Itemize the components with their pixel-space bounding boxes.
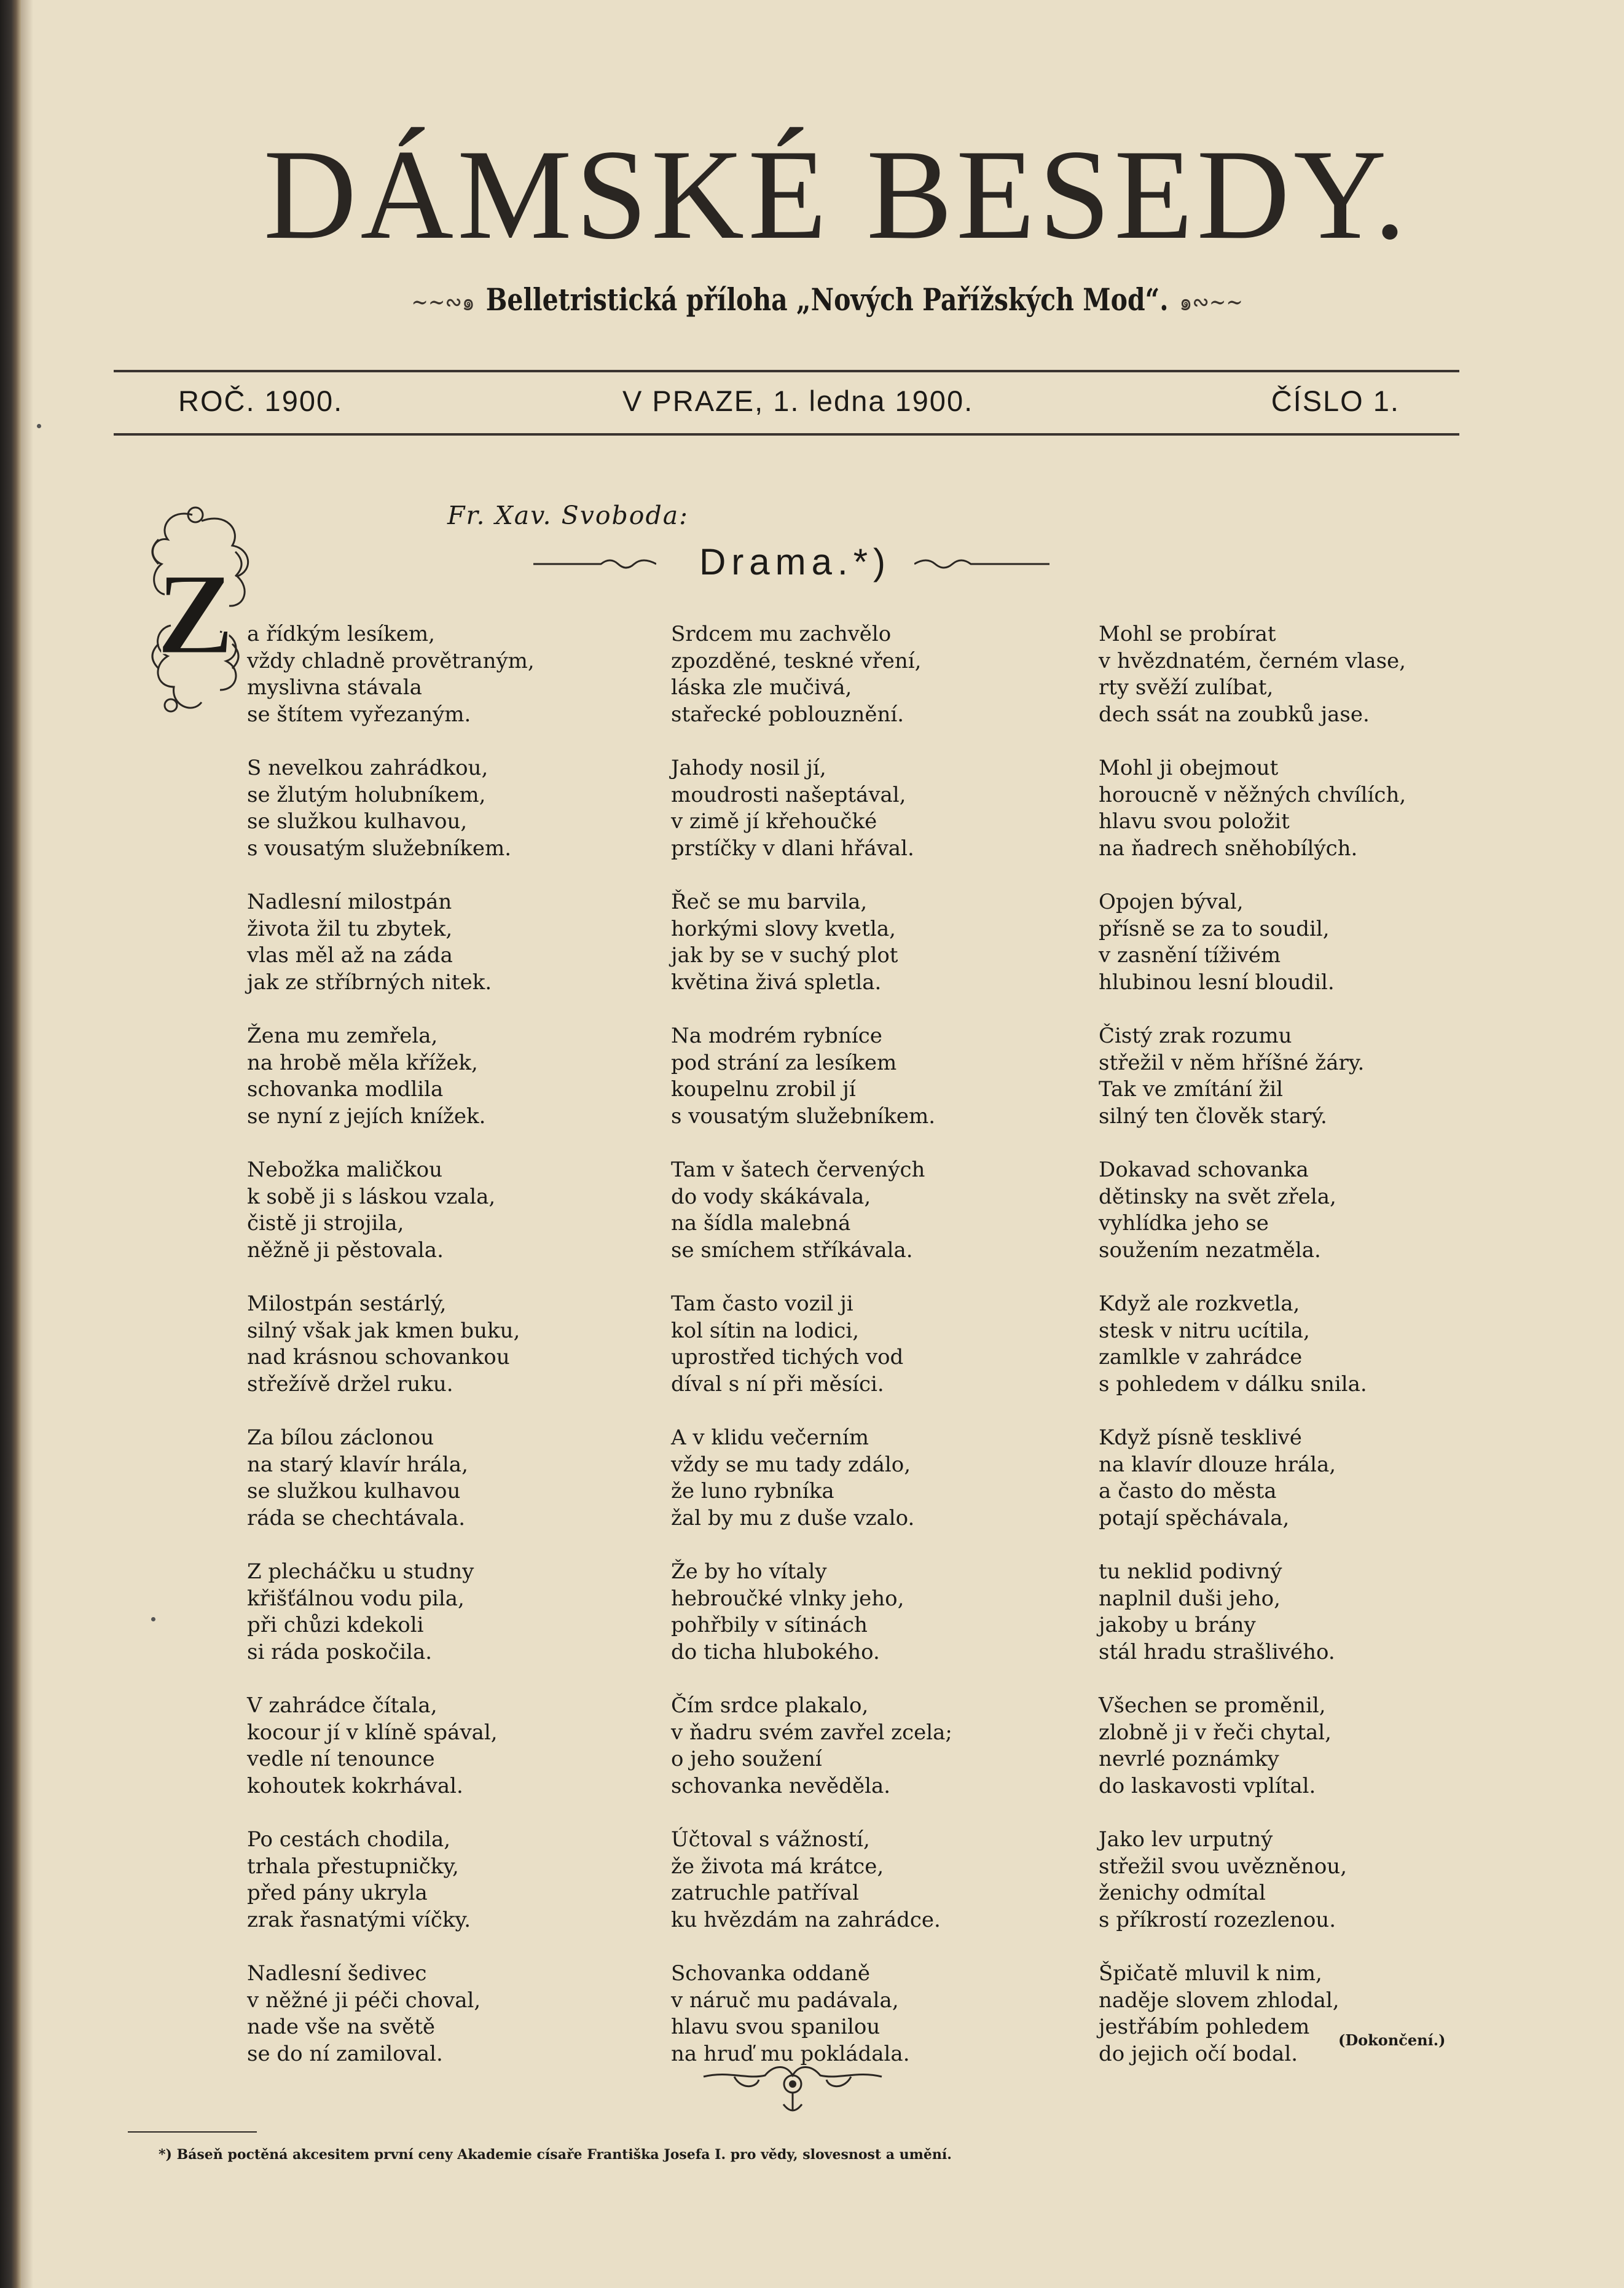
verse-line: hlavu svou spanilou <box>671 2015 881 2039</box>
stanza <box>247 889 535 996</box>
verse-line: křišťálnou vodu pila, <box>247 1586 465 1611</box>
verse-line: s příkrostí rozezlenou. <box>1099 1907 1336 1932</box>
verse-line: kocour jí v klíně spával, <box>247 1720 498 1745</box>
verse-line: moudrosti našeptával, <box>671 782 906 807</box>
verse-line: že života má krátce, <box>671 1854 884 1879</box>
verse-line: stesk v nitru ucítila, <box>1099 1318 1310 1343</box>
stanza <box>671 1559 952 1666</box>
stanza <box>247 1559 535 1666</box>
stanza <box>247 1693 535 1800</box>
verse-line: zpozděné, teskné vření, <box>671 648 922 673</box>
poem-column-3 <box>1099 621 1406 2094</box>
verse-line: před pány ukryla <box>247 1881 428 1905</box>
verse-line: jestřábím pohledem <box>1099 2015 1310 2039</box>
page-shadow <box>21 0 33 2288</box>
verse-line: stařecké poblouznění. <box>671 702 904 727</box>
poem-author: Fr. Xav. Svoboda: <box>447 501 689 530</box>
stanza <box>1099 1157 1406 1264</box>
verse-line: soužením nezatměla. <box>1099 1237 1321 1263</box>
verse-line: tu neklid podivný <box>1099 1559 1282 1584</box>
stanza <box>1099 1559 1406 1666</box>
ornamental-drop-cap <box>134 503 257 727</box>
stanza <box>1099 1827 1406 1933</box>
verse-line: si ráda poskočila. <box>247 1639 433 1664</box>
verse-line: zatruchle patříval <box>671 1881 859 1905</box>
verse-line: při chůzi kdekoli <box>247 1613 424 1637</box>
verse-line: horkými slovy kvetla, <box>671 916 896 941</box>
verse-line: a často do města <box>1099 1479 1277 1503</box>
stanza <box>247 1961 535 2067</box>
stanza <box>1099 755 1406 862</box>
verse-line: vedle ní tenounce <box>247 1747 435 1771</box>
verse-line: se smíchem stříkávala. <box>671 1237 913 1263</box>
verse-line: zrak řasnatými víčky. <box>247 1907 471 1932</box>
place-date: V PRAZE, 1. ledna 1900. <box>622 385 974 417</box>
stanza <box>1099 1023 1406 1130</box>
bottom-rule <box>114 433 1459 436</box>
stanza <box>671 1291 952 1398</box>
verse-line: se nyní z jejích knížek. <box>247 1103 486 1129</box>
verse-line: Žena mu zemřela, <box>247 1024 438 1048</box>
verse-line: střežil svou uvězněnou, <box>1099 1854 1347 1879</box>
verse-line: Mohl se probírat <box>1099 622 1276 646</box>
verse-line: se žlutým holubníkem, <box>247 782 486 807</box>
verse-line: Účtoval s vážností, <box>671 1827 870 1852</box>
verse-line: Tam často vozil ji <box>671 1291 853 1316</box>
stanza <box>247 1425 535 1532</box>
stanza <box>247 755 535 862</box>
verse-line: Nadlesní milostpán <box>247 890 452 914</box>
verse-line: čistě ji strojila, <box>247 1211 404 1236</box>
verse-line: stál hradu strašlivého. <box>1099 1639 1335 1664</box>
verse-line: silný ten člověk starý. <box>1099 1103 1327 1129</box>
verse-line: prstíčky v dlani hřával. <box>671 836 914 861</box>
footnote: *) Báseň poctěná akcesitem první ceny Akademie císaře Františka Josefa I. pro vědy, slovesnost a umění. <box>159 2147 952 2163</box>
verse-line: na hrobě měla křížek, <box>247 1050 478 1075</box>
verse-line: se služkou kulhavou <box>247 1479 461 1503</box>
verse-line: Špičatě mluvil k nim, <box>1099 1961 1322 1986</box>
verse-line: v zimě jí křehoučké <box>671 809 877 834</box>
stanza <box>1099 1291 1406 1398</box>
verse-line: nade vše na světě <box>247 2015 435 2039</box>
verse-line: V zahrádce čítala, <box>247 1693 437 1718</box>
verse-line: se do ní zamiloval. <box>247 2041 443 2066</box>
issue-number: ČÍSLO 1. <box>1271 385 1400 417</box>
title-left-swash-icon <box>533 554 656 573</box>
fleuron-ornament-icon <box>697 2058 888 2126</box>
verse-line: S nevelkou zahrádkou, <box>247 756 488 780</box>
stanza <box>671 1023 952 1130</box>
verse-line: zamlkle v zahrádce <box>1099 1345 1303 1369</box>
verse-line: žal by mu z duše vzalo. <box>671 1505 915 1530</box>
verse-line: zlobně ji v řeči chytal, <box>1099 1720 1332 1745</box>
stanza <box>247 1827 535 1933</box>
verse-line: díval s ní při měsíci. <box>671 1371 884 1397</box>
verse-line: Čistý zrak rozumu <box>1099 1024 1292 1048</box>
verse-line: pod strání za lesíkem <box>671 1050 897 1075</box>
verse-line: života žil tu zbytek, <box>247 916 453 941</box>
verse-line: vždy se mu tady zdálo, <box>671 1452 911 1477</box>
verse-line: vždy chladně provětraným, <box>247 648 535 673</box>
verse-line: Z plecháčku u studny <box>247 1559 474 1584</box>
verse-line: pohřbily v sítinách <box>671 1613 868 1637</box>
stanza <box>671 1425 952 1532</box>
verse-line: nevrlé poznámky <box>1099 1747 1279 1771</box>
book-binding <box>0 0 21 2288</box>
top-rule <box>114 370 1459 372</box>
stanza <box>247 1157 535 1264</box>
verse-line: hebroučké vlnky jeho, <box>671 1586 904 1611</box>
verse-line: ku hvězdám na zahrádce. <box>671 1907 941 1932</box>
verse-line: ženichy odmítal <box>1099 1881 1266 1905</box>
verse-line: v náruč mu padávala, <box>671 1988 899 2013</box>
volume-label: ROČ. 1900. <box>178 385 343 417</box>
stanza <box>1099 1961 1406 2067</box>
verse-line: Jako lev urputný <box>1099 1827 1273 1852</box>
verse-line: na šídla malebná <box>671 1211 851 1236</box>
verse-line: uprostřed tichých vod <box>671 1345 904 1369</box>
stanza <box>247 1291 535 1398</box>
verse-line: střežil v něm hříšné žáry. <box>1099 1050 1365 1075</box>
verse-line: láska zle mučivá, <box>671 675 852 700</box>
verse-line: koupelnu zrobil jí <box>671 1077 856 1102</box>
verse-line: do vody skákávala, <box>671 1184 871 1209</box>
stanza <box>671 755 952 862</box>
verse-line: do laskavosti vplítal. <box>1099 1773 1316 1798</box>
verse-line: trhala přestupničky, <box>247 1854 459 1879</box>
verse-line: hlavu svou položit <box>1099 809 1290 834</box>
stanza <box>247 621 535 728</box>
verse-line: květina živá spletla. <box>671 970 882 995</box>
poem-title: Drama.*) <box>699 541 892 582</box>
verse-line: Že by ho vítaly <box>671 1559 827 1584</box>
verse-line: vlas měl až na záda <box>247 943 453 968</box>
verse-line: Když ale rozkvetla, <box>1099 1291 1300 1316</box>
subtitle-text: Belletristická příloha „Nových Pařížských Mod“. <box>485 281 1169 318</box>
title-right-swash-icon <box>914 554 1049 573</box>
stanza <box>671 1157 952 1264</box>
verse-line: se štítem vyřezaným. <box>247 702 471 727</box>
verse-line: silný však jak kmen buku, <box>247 1318 520 1343</box>
verse-line: jakoby u brány <box>1099 1613 1256 1637</box>
verse-line: Tam v šatech červených <box>671 1158 925 1182</box>
verse-line: do ticha hlubokého. <box>671 1639 880 1664</box>
verse-line: se služkou kulhavou, <box>247 809 468 834</box>
verse-line: Mohl ji obejmout <box>1099 756 1279 780</box>
verse-line: přísně se za to soudil, <box>1099 916 1330 941</box>
verse-line: naděje slovem zhlodal, <box>1099 1988 1340 2013</box>
stanza <box>671 1693 952 1800</box>
verse-line: s vousatým služebníkem. <box>671 1103 936 1129</box>
left-flourish-icon: ~~∾๑ <box>411 288 475 316</box>
stanza <box>671 889 952 996</box>
verse-line: dětinsky na svět zřela, <box>1099 1184 1336 1209</box>
verse-line: ráda se chechtávala. <box>247 1505 466 1530</box>
masthead-title: DÁMSKÉ BESEDY. <box>263 123 1410 266</box>
stanza <box>1099 1693 1406 1800</box>
verse-line: potají spěchávala, <box>1099 1505 1290 1530</box>
right-flourish-icon: ๑∾~~ <box>1179 288 1243 316</box>
continued-note: (Dokončení.) <box>1338 2031 1446 2049</box>
verse-line: střežívě držel ruku. <box>247 1371 453 1397</box>
verse-line: v zasnění tíživém <box>1099 943 1281 968</box>
verse-line: Na modrém rybníce <box>671 1024 882 1048</box>
verse-line: na klavír dlouze hrála, <box>1099 1452 1336 1477</box>
verse-line: Jahody nosil jí, <box>671 756 826 780</box>
verse-line: myslivna stávala <box>247 675 422 700</box>
verse-line: Milostpán sestárlý, <box>247 1291 447 1316</box>
verse-line: kohoutek kokrhával. <box>247 1773 463 1798</box>
verse-line: Srdcem mu zachvělo <box>671 622 892 646</box>
verse-line: že luno rybníka <box>671 1479 834 1503</box>
stanza <box>671 1961 952 2067</box>
stanza <box>671 1827 952 1933</box>
verse-line: Tak ve zmítání žil <box>1099 1077 1284 1102</box>
verse-line: s vousatým služebníkem. <box>247 836 512 861</box>
verse-line: naplnil duši jeho, <box>1099 1586 1281 1611</box>
masthead-subtitle <box>146 281 1478 321</box>
verse-line: vyhlídka jeho se <box>1099 1211 1269 1236</box>
verse-line: něžně ji pěstovala. <box>247 1237 444 1263</box>
poem-column-2 <box>671 621 952 2094</box>
footnote-rule <box>128 2131 257 2133</box>
verse-line: v hvězdnatém, černém vlase, <box>1099 648 1406 673</box>
verse-line: Řeč se mu barvila, <box>671 890 868 914</box>
verse-line: Nebožka maličkou <box>247 1158 442 1182</box>
verse-line: a řídkým lesíkem, <box>247 622 435 646</box>
verse-line: do jejich očí bodal. <box>1099 2041 1298 2066</box>
verse-line: jak ze stříbrných nitek. <box>247 970 492 995</box>
verse-line: na hruď mu pokládala. <box>671 2041 910 2066</box>
drop-cap-letter: Z <box>156 550 235 679</box>
verse-line: horoucně v něžných chvílích, <box>1099 782 1406 807</box>
paper-speck <box>37 424 41 428</box>
verse-line: Za bílou záclonou <box>247 1425 434 1450</box>
verse-line: kol sítin na lodici, <box>671 1318 859 1343</box>
verse-line: dech ssát na zoubků jase. <box>1099 702 1370 727</box>
verse-line: Schovanka oddaně <box>671 1961 871 1986</box>
verse-line: schovanka modlila <box>247 1077 444 1102</box>
poem-column-1 <box>247 621 535 2094</box>
verse-line: nad krásnou schovankou <box>247 1345 510 1369</box>
verse-line: o jeho soužení <box>671 1747 822 1771</box>
verse-line: v něžné ji péči choval, <box>247 1988 481 2013</box>
stanza <box>1099 889 1406 996</box>
verse-line: Po cestách chodila, <box>247 1827 451 1852</box>
stanza <box>671 621 952 728</box>
verse-line: na ňadrech sněhobílých. <box>1099 836 1358 861</box>
stanza <box>247 1023 535 1130</box>
verse-line: A v klidu večerním <box>671 1425 869 1450</box>
stanza <box>1099 1425 1406 1532</box>
verse-line: schovanka nevěděla. <box>671 1773 891 1798</box>
verse-line: hlubinou lesní bloudil. <box>1099 970 1335 995</box>
verse-line: Opojen býval, <box>1099 890 1244 914</box>
verse-line: Čím srdce plakalo, <box>671 1693 869 1718</box>
verse-line: Nadlesní šedivec <box>247 1961 427 1986</box>
stanza <box>1099 621 1406 728</box>
verse-line: na starý klavír hrála, <box>247 1452 468 1477</box>
verse-line: Když písně tesklivé <box>1099 1425 1302 1450</box>
verse-line: rty svěží zulíbat, <box>1099 675 1274 700</box>
verse-line: Dokavad schovanka <box>1099 1158 1309 1182</box>
verse-line: jak by se v suchý plot <box>671 943 898 968</box>
verse-line: v ňadru svém zavřel zcela; <box>671 1720 952 1745</box>
verse-line: s pohledem v dálku snila. <box>1099 1371 1367 1397</box>
issue-info-bar <box>178 384 1400 421</box>
verse-line: k sobě ji s láskou vzala, <box>247 1184 496 1209</box>
verse-line: Všechen se proměnil, <box>1099 1693 1326 1718</box>
paper-speck <box>151 1617 155 1621</box>
